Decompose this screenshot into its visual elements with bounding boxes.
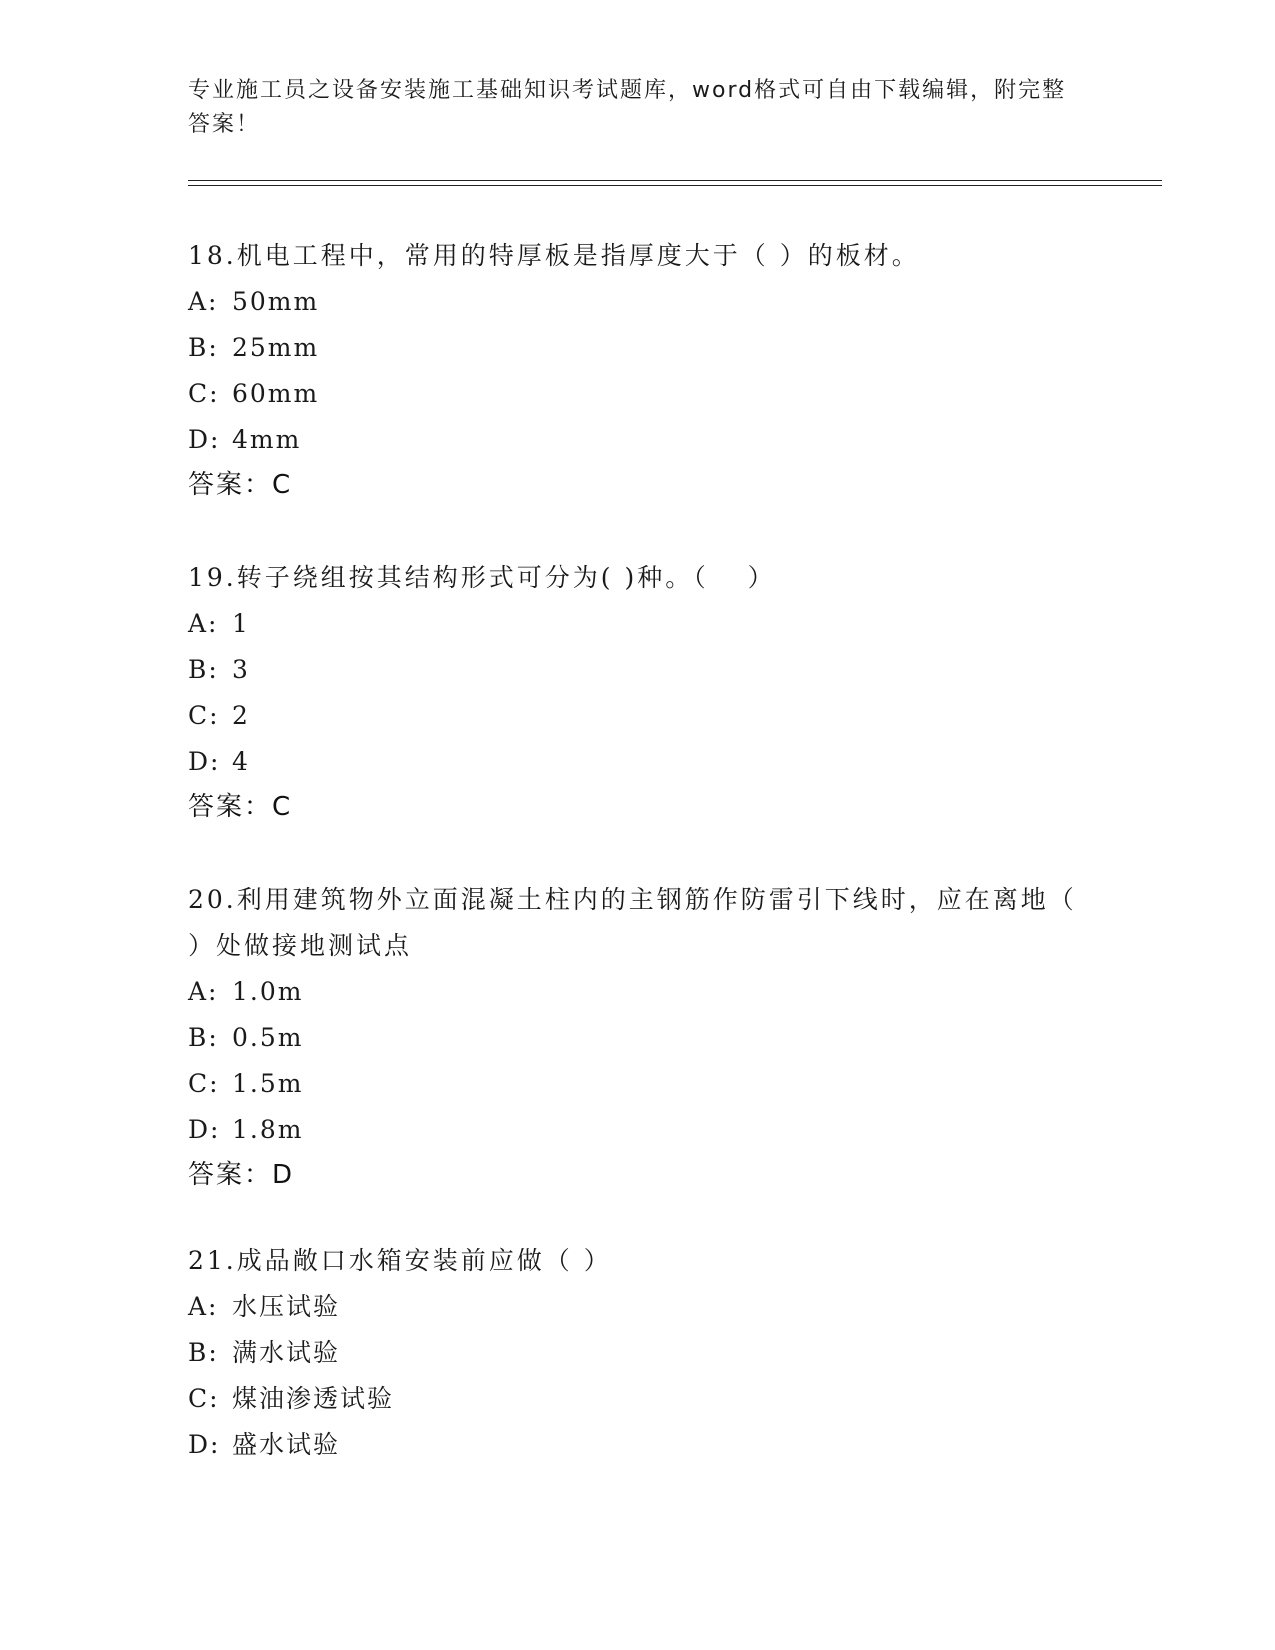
option-text: 盛水试验 <box>232 1430 341 1459</box>
option-letter: C: <box>188 701 220 730</box>
option-d <box>188 417 1088 463</box>
option-text: 1.5m <box>232 1069 304 1098</box>
option-a <box>188 601 1088 647</box>
option-text: 1 <box>232 609 250 638</box>
question-20 <box>188 877 1088 1197</box>
document-header: 专业施工员之设备安装施工基础知识考试题库，word格式可自由下载编辑，附完整答案！ <box>188 78 1067 137</box>
option-letter: C: <box>188 1384 220 1413</box>
option-a <box>188 1284 1088 1330</box>
answer: 答案：C <box>188 792 293 822</box>
option-letter: D: <box>188 425 221 454</box>
question-18 <box>188 233 1088 507</box>
option-d <box>188 1107 1088 1153</box>
option-text: 25mm <box>232 333 320 362</box>
option-text: 0.5m <box>232 1023 304 1052</box>
option-text: 1.8m <box>232 1115 304 1144</box>
option-c <box>188 1061 1088 1107</box>
option-c <box>188 693 1088 739</box>
option-text: 60mm <box>232 379 320 408</box>
question-stem: 19.转子绕组按其结构形式可分为( )种。（ ） <box>188 563 776 592</box>
option-text: 水压试验 <box>232 1292 341 1321</box>
option-text: 满水试验 <box>232 1338 341 1367</box>
option-letter: B: <box>188 333 219 362</box>
option-letter: A: <box>188 287 219 316</box>
question-stem: 18.机电工程中，常用的特厚板是指厚度大于（ ）的板材。 <box>188 241 920 270</box>
option-b <box>188 1015 1088 1061</box>
header-divider-bottom <box>188 185 1162 186</box>
option-b <box>188 647 1088 693</box>
option-text: 1.0m <box>232 977 304 1006</box>
option-d <box>188 739 1088 785</box>
option-letter: C: <box>188 1069 220 1098</box>
question-19 <box>188 555 1088 829</box>
option-b <box>188 325 1088 371</box>
option-letter: A: <box>188 977 219 1006</box>
option-letter: D: <box>188 1115 221 1144</box>
question-stem: 21.成品敞口水箱安装前应做（ ） <box>188 1246 612 1275</box>
option-text: 4mm <box>232 425 302 454</box>
option-text: 2 <box>232 701 250 730</box>
option-c <box>188 371 1088 417</box>
option-letter: A: <box>188 1292 219 1321</box>
option-text: 3 <box>232 655 250 684</box>
answer: 答案：D <box>188 1160 295 1190</box>
option-c <box>188 1376 1088 1422</box>
option-text: 4 <box>232 747 250 776</box>
answer: 答案：C <box>188 470 293 500</box>
option-letter: A: <box>188 609 219 638</box>
option-letter: D: <box>188 1430 221 1459</box>
option-letter: B: <box>188 655 219 684</box>
option-letter: B: <box>188 1338 219 1367</box>
option-letter: C: <box>188 379 220 408</box>
option-d <box>188 1422 1088 1468</box>
option-text: 煤油渗透试验 <box>232 1384 395 1413</box>
option-letter: B: <box>188 1023 219 1052</box>
option-text: 50mm <box>232 287 320 316</box>
question-stem: 20.利用建筑物外立面混凝土柱内的主钢筋作防雷引下线时，应在离地（ ）处做接地测试点 <box>188 885 1077 960</box>
question-21 <box>188 1238 1088 1468</box>
option-a <box>188 969 1088 1015</box>
option-a <box>188 279 1088 325</box>
option-letter: D: <box>188 747 221 776</box>
header-divider-top <box>188 180 1162 181</box>
option-b <box>188 1330 1088 1376</box>
